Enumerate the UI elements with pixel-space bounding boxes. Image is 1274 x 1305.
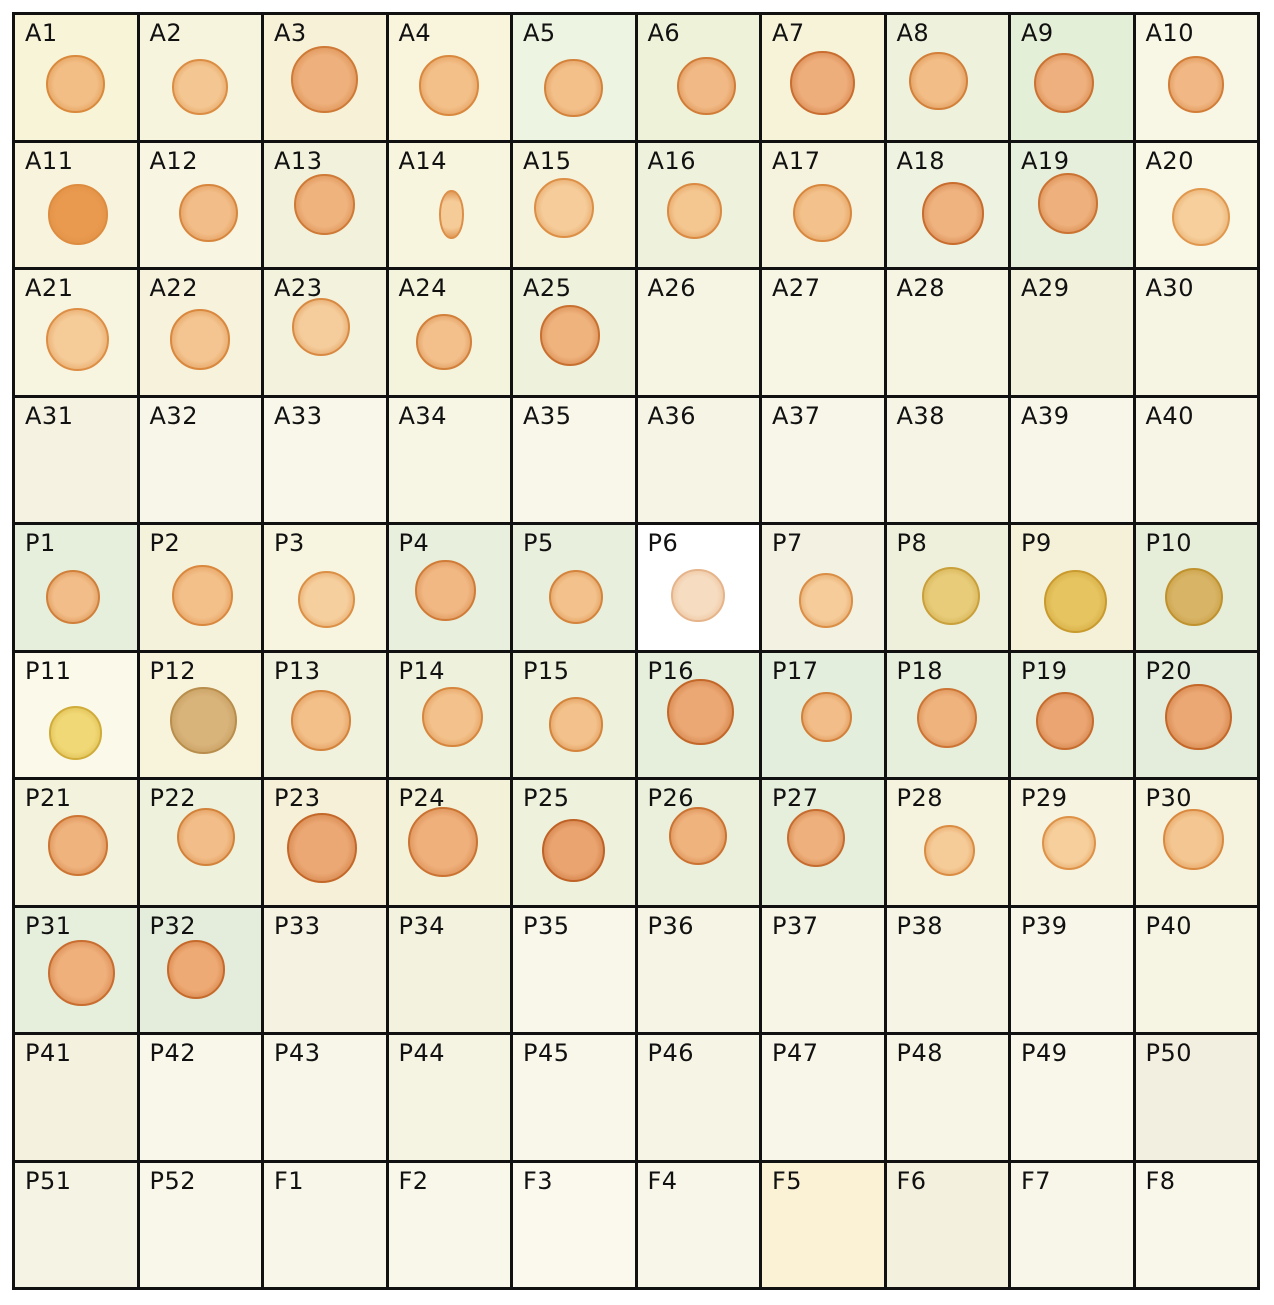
sample-label: P33: [274, 911, 321, 940]
sample-cell: [264, 15, 386, 140]
sample-label: A19: [1021, 146, 1070, 175]
sample-spot: [419, 55, 480, 116]
sample-label: P24: [398, 784, 446, 812]
sample-spot: [667, 183, 723, 239]
sample-label: A16: [647, 146, 696, 175]
sample-cell: [638, 143, 760, 268]
sample-label: A10: [1145, 19, 1194, 47]
sample-label: P14: [398, 656, 446, 685]
sample-label: P9: [1021, 529, 1052, 557]
sample-spot: [1042, 816, 1096, 870]
sample-spot: [291, 46, 358, 113]
sample-spot: [172, 59, 228, 115]
sample-cell: [887, 143, 1009, 268]
sample-cell: [264, 270, 386, 395]
sample-label: A15: [523, 146, 572, 175]
sample-label: P37: [772, 911, 819, 940]
sample-label: A8: [896, 19, 930, 47]
sample-label: A29: [1021, 274, 1070, 302]
sample-spot: [408, 807, 478, 877]
sample-label: A39: [1021, 401, 1070, 430]
sample-label: P34: [398, 911, 446, 940]
sample-label: A23: [274, 274, 323, 302]
sample-cell: [15, 525, 137, 650]
sample-label: A28: [896, 274, 945, 302]
sample-label: F4: [647, 1166, 678, 1195]
sample-cell: [264, 525, 386, 650]
sample-cell: [1011, 143, 1133, 268]
sample-label: A35: [523, 401, 572, 430]
sample-cell: [264, 780, 386, 905]
sample-cell: [1136, 908, 1258, 1033]
sample-cell: [389, 653, 511, 778]
sample-cell: [513, 908, 635, 1033]
sample-label: F8: [1145, 1166, 1176, 1195]
sample-label: P27: [772, 784, 819, 812]
sample-label: A4: [398, 19, 432, 47]
sample-cell: [762, 1163, 884, 1288]
sample-label: A11: [25, 146, 74, 175]
sample-spot: [1165, 684, 1232, 751]
sample-cell: [887, 780, 1009, 905]
sample-cell: [1136, 270, 1258, 395]
sample-spot: [46, 55, 104, 113]
sample-cell: [140, 398, 262, 523]
sample-label: F2: [398, 1166, 429, 1195]
sample-spot: [422, 687, 483, 748]
sample-cell: [1136, 143, 1258, 268]
sample-cell: [887, 398, 1009, 523]
sample-label: P29: [1021, 784, 1068, 812]
sample-cell: [140, 908, 262, 1033]
sample-label: A34: [398, 401, 447, 430]
sample-label: P15: [523, 656, 570, 685]
sample-cell: [140, 15, 262, 140]
sample-label: P22: [149, 784, 197, 812]
sample-label: P52: [149, 1166, 197, 1195]
sample-cell: [762, 270, 884, 395]
sample-cell: [1136, 653, 1258, 778]
sample-cell: [887, 1163, 1009, 1288]
sample-label: A22: [149, 274, 198, 302]
spot-plate-grid: [12, 12, 1260, 1290]
sample-cell: [887, 15, 1009, 140]
sample-spot: [667, 679, 734, 746]
sample-cell: [389, 908, 511, 1033]
sample-cell: [762, 525, 884, 650]
sample-label: P12: [149, 656, 197, 685]
sample-spot: [167, 940, 225, 998]
sample-spot: [1168, 56, 1225, 113]
sample-label: P48: [896, 1039, 944, 1067]
sample-label: P38: [896, 911, 944, 940]
sample-spot: [1044, 570, 1107, 633]
sample-label: A14: [398, 146, 447, 175]
sample-label: P16: [647, 656, 695, 685]
sample-label: A27: [772, 274, 821, 302]
sample-cell: [140, 525, 262, 650]
sample-label: P4: [398, 529, 430, 557]
sample-label: A36: [647, 401, 696, 430]
sample-label: P25: [523, 784, 570, 812]
sample-spot: [1034, 53, 1095, 114]
sample-label: A7: [772, 19, 805, 47]
sample-cell: [887, 270, 1009, 395]
sample-cell: [762, 398, 884, 523]
sample-spot: [1036, 692, 1094, 750]
sample-label: A40: [1145, 401, 1194, 430]
sample-cell: [1136, 398, 1258, 523]
sample-label: F3: [523, 1166, 554, 1195]
sample-spot: [924, 825, 975, 876]
sample-spot: [416, 314, 472, 370]
sample-spot: [292, 298, 350, 356]
sample-cell: [15, 1035, 137, 1160]
sample-label: A21: [25, 274, 74, 302]
sample-cell: [762, 1035, 884, 1160]
sample-cell: [264, 1163, 386, 1288]
sample-spot: [294, 174, 355, 235]
sample-cell: [140, 143, 262, 268]
sample-label: P50: [1145, 1039, 1193, 1067]
sample-label: P41: [25, 1039, 72, 1067]
sample-cell: [140, 653, 262, 778]
sample-spot: [677, 57, 735, 115]
sample-cell: [15, 1163, 137, 1288]
sample-cell: [513, 780, 635, 905]
sample-spot: [170, 687, 237, 754]
sample-label: F5: [772, 1166, 803, 1195]
sample-cell: [15, 908, 137, 1033]
sample-cell: [887, 653, 1009, 778]
sample-label: P23: [274, 784, 321, 812]
sample-cell: [15, 143, 137, 268]
sample-cell: [389, 525, 511, 650]
sample-label: P26: [647, 784, 695, 812]
sample-cell: [513, 143, 635, 268]
sample-spot: [287, 813, 357, 883]
sample-label: A31: [25, 401, 74, 430]
sample-cell: [887, 525, 1009, 650]
sample-cell: [638, 780, 760, 905]
sample-spot: [799, 573, 853, 627]
sample-spot: [48, 815, 109, 876]
sample-spot: [172, 565, 233, 626]
sample-spot: [48, 940, 115, 1007]
sample-label: A13: [274, 146, 323, 175]
sample-label: P10: [1145, 529, 1193, 557]
sample-spot: [540, 305, 601, 366]
sample-label: P17: [772, 656, 819, 685]
sample-cell: [389, 143, 511, 268]
sample-cell: [264, 143, 386, 268]
sample-cell: [513, 398, 635, 523]
sample-spot: [170, 309, 231, 370]
sample-cell: [264, 1035, 386, 1160]
sample-label: P43: [274, 1039, 321, 1067]
sample-spot: [922, 567, 980, 625]
sample-label: P19: [1021, 656, 1068, 685]
sample-label: P5: [523, 529, 554, 557]
sample-spot: [1038, 173, 1099, 234]
sample-spot: [46, 570, 100, 624]
sample-cell: [1011, 270, 1133, 395]
sample-label: A3: [274, 19, 307, 47]
sample-cell: [15, 653, 137, 778]
sample-cell: [887, 1035, 1009, 1160]
sample-label: F7: [1021, 1166, 1052, 1195]
sample-label: P46: [647, 1039, 695, 1067]
sample-spot: [544, 59, 602, 117]
sample-cell: [140, 270, 262, 395]
sample-cell: [638, 1163, 760, 1288]
sample-cell: [1011, 780, 1133, 905]
sample-label: A6: [647, 19, 681, 47]
sample-cell: [389, 398, 511, 523]
sample-cell: [638, 653, 760, 778]
sample-label: P39: [1021, 911, 1068, 940]
sample-label: P3: [274, 529, 305, 557]
sample-cell: [1011, 1035, 1133, 1160]
sample-spot: [909, 52, 967, 110]
sample-label: A25: [523, 274, 572, 302]
sample-label: A17: [772, 146, 821, 175]
sample-spot: [46, 308, 109, 371]
sample-spot: [542, 819, 605, 882]
sample-label: P32: [149, 911, 197, 940]
sample-label: A9: [1021, 19, 1054, 47]
sample-cell: [887, 908, 1009, 1033]
sample-spot: [48, 184, 109, 245]
sample-label: P42: [149, 1039, 197, 1067]
sample-spot: [801, 692, 852, 743]
sample-label: P30: [1145, 784, 1193, 812]
sample-cell: [1136, 1035, 1258, 1160]
sample-spot: [1172, 188, 1230, 246]
sample-label: A12: [149, 146, 198, 175]
sample-cell: [140, 1163, 262, 1288]
sample-label: P13: [274, 656, 321, 685]
sample-cell: [513, 1163, 635, 1288]
sample-cell: [762, 143, 884, 268]
sample-cell: [264, 398, 386, 523]
sample-spot: [787, 809, 845, 867]
sample-cell: [762, 15, 884, 140]
sample-spot: [415, 560, 476, 621]
sample-label: P1: [25, 529, 56, 557]
sample-label: P21: [25, 784, 72, 812]
sample-cell: [1011, 15, 1133, 140]
sample-cell: [1136, 780, 1258, 905]
sample-label: P40: [1145, 911, 1193, 940]
sample-cell: [638, 15, 760, 140]
sample-cell: [15, 270, 137, 395]
sample-spot: [549, 697, 603, 751]
sample-label: P20: [1145, 656, 1193, 685]
sample-cell: [1011, 653, 1133, 778]
sample-label: P47: [772, 1039, 819, 1067]
sample-label: A26: [647, 274, 696, 302]
sample-label: P18: [896, 656, 944, 685]
sample-label: A1: [25, 19, 58, 47]
sample-cell: [15, 15, 137, 140]
sample-cell: [638, 398, 760, 523]
sample-spot: [1163, 809, 1224, 870]
sample-label: A2: [149, 19, 183, 47]
sample-cell: [1136, 15, 1258, 140]
sample-label: A18: [896, 146, 945, 175]
sample-spot: [439, 190, 463, 238]
sample-cell: [638, 525, 760, 650]
sample-label: P8: [896, 529, 928, 557]
sample-label: A37: [772, 401, 821, 430]
sample-cell: [638, 908, 760, 1033]
sample-label: P31: [25, 911, 72, 940]
sample-spot: [671, 569, 724, 622]
sample-label: P45: [523, 1039, 570, 1067]
sample-label: P49: [1021, 1039, 1068, 1067]
sample-cell: [638, 270, 760, 395]
sample-label: F1: [274, 1166, 305, 1195]
sample-spot: [298, 571, 355, 628]
sample-spot: [549, 570, 603, 624]
sample-label: A5: [523, 19, 556, 47]
sample-cell: [1136, 525, 1258, 650]
sample-cell: [1011, 1163, 1133, 1288]
sample-spot: [917, 688, 978, 749]
sample-label: A24: [398, 274, 447, 302]
sample-label: P44: [398, 1039, 446, 1067]
sample-spot: [669, 807, 727, 865]
sample-cell: [513, 15, 635, 140]
sample-spot: [291, 690, 352, 751]
sample-cell: [389, 1035, 511, 1160]
sample-label: P36: [647, 911, 695, 940]
sample-label: A38: [896, 401, 945, 430]
sample-cell: [140, 780, 262, 905]
sample-cell: [513, 653, 635, 778]
sample-cell: [1011, 525, 1133, 650]
sample-cell: [762, 780, 884, 905]
sample-spot: [1165, 568, 1223, 626]
sample-label: P28: [896, 784, 944, 812]
sample-cell: [513, 1035, 635, 1160]
sample-cell: [140, 1035, 262, 1160]
sample-cell: [15, 398, 137, 523]
sample-cell: [15, 780, 137, 905]
sample-spot: [177, 808, 235, 866]
sample-cell: [1136, 1163, 1258, 1288]
sample-label: P11: [25, 656, 72, 685]
sample-label: P35: [523, 911, 570, 940]
sample-cell: [513, 525, 635, 650]
sample-cell: [264, 908, 386, 1033]
sample-cell: [389, 270, 511, 395]
sample-spot: [49, 706, 102, 759]
sample-label: P2: [149, 529, 181, 557]
sample-label: P7: [772, 529, 803, 557]
sample-cell: [762, 653, 884, 778]
sample-label: A20: [1145, 146, 1194, 175]
sample-cell: [389, 15, 511, 140]
sample-spot: [790, 51, 854, 115]
sample-cell: [389, 780, 511, 905]
sample-label: F6: [896, 1166, 927, 1195]
sample-label: P51: [25, 1166, 72, 1195]
sample-label: A32: [149, 401, 198, 430]
sample-spot: [534, 178, 595, 239]
sample-spot: [179, 184, 237, 242]
sample-label: A33: [274, 401, 323, 430]
sample-cell: [264, 653, 386, 778]
sample-label: P6: [647, 529, 679, 557]
sample-cell: [513, 270, 635, 395]
sample-spot: [922, 182, 985, 245]
sample-cell: [389, 1163, 511, 1288]
sample-cell: [1011, 908, 1133, 1033]
sample-label: A30: [1145, 274, 1194, 302]
sample-cell: [638, 1035, 760, 1160]
sample-cell: [1011, 398, 1133, 523]
sample-cell: [762, 908, 884, 1033]
sample-spot: [793, 184, 851, 242]
